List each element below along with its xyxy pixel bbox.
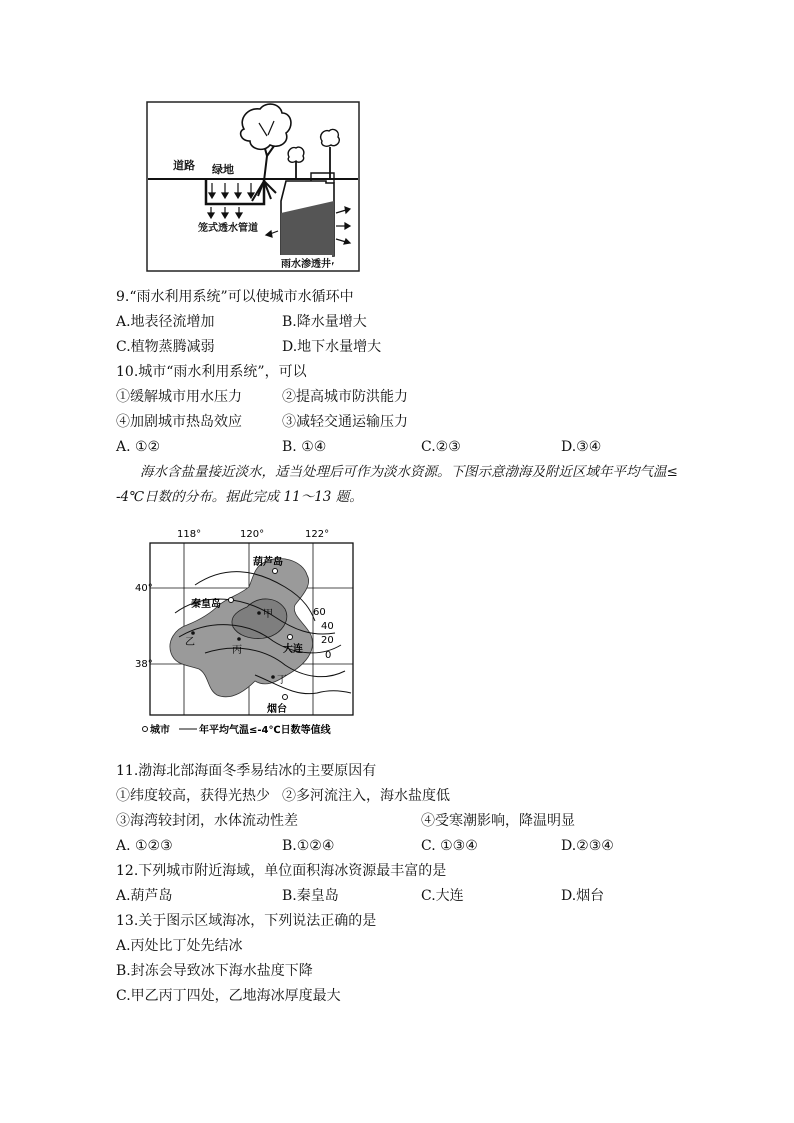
q13-option-a[interactable]: A.丙处比丁处先结冰: [116, 938, 243, 954]
q10-stem: 10.城市“雨水利用系统”，可以: [116, 364, 307, 380]
q11-statement-2: ②多河流注入，海水盐度低: [282, 788, 450, 804]
q12-option-c[interactable]: C.大连: [421, 888, 464, 904]
lat-40: 40°: [135, 583, 153, 594]
legend-city: 城市: [150, 725, 170, 736]
city-yantai-marker: [283, 695, 288, 700]
label-green: 绿地: [212, 163, 234, 176]
q9-option-d[interactable]: D.地下水量增大: [282, 339, 382, 355]
q10-option-c[interactable]: C.②③: [421, 439, 461, 455]
q9-option-b[interactable]: B.降水量增大: [282, 314, 367, 330]
lat-38: 38°: [135, 659, 153, 670]
q13-stem: 13.关于图示区域海冰，下列说法正确的是: [116, 913, 377, 929]
q12-stem: 12.下列城市附近海域，单位面积海冰资源最丰富的是: [116, 863, 447, 879]
city-qinhuangdao: 秦皇岛: [191, 599, 221, 610]
q10-statement-2: ②提高城市防洪能力: [282, 389, 408, 405]
legend-contour: 年平均气温≤-4℃日数等值线: [199, 725, 331, 736]
q10-statement-3: ④加剧城市热岛效应: [116, 414, 242, 430]
lon-118: 118°: [177, 529, 202, 540]
city-dalian-marker: [288, 635, 293, 640]
q11-statement-4: ④受寒潮影响，降温明显: [421, 813, 575, 829]
rainwater-system-figure: [146, 101, 360, 272]
label-road: 道路: [173, 159, 195, 172]
point-jia: 甲: [263, 609, 273, 620]
point-ding: 丁: [277, 675, 287, 686]
q13-option-c[interactable]: C.甲乙丙丁四处，乙地海冰厚度最大: [116, 988, 341, 1004]
label-pipe: 笼式透水管道: [198, 223, 258, 234]
q9-option-a[interactable]: A.地表径流增加: [116, 314, 215, 330]
q10-option-d[interactable]: D.③④: [561, 439, 602, 455]
contour-40: 40: [321, 621, 334, 632]
q10-statement-4: ③减轻交通运输压力: [282, 414, 408, 430]
label-well-text: 雨水渗透井: [280, 255, 332, 270]
city-qinhuangdao-marker: [229, 598, 234, 603]
point-bing: 丙: [232, 645, 242, 656]
city-huludao: 葫芦岛: [253, 557, 283, 568]
q11-statement-1: ①纬度较高，获得光热少: [116, 788, 270, 804]
contour-0: 0: [325, 650, 332, 661]
q12-option-a[interactable]: A.葫芦岛: [116, 888, 173, 904]
city-huludao-marker: [273, 569, 278, 574]
q10-option-a[interactable]: A. ①②: [116, 439, 161, 455]
q10-statement-1: ①缓解城市用水压力: [116, 389, 242, 405]
city-yantai: 烟台: [267, 704, 287, 715]
q13-option-b[interactable]: B.封冻会导致冰下海水盐度下降: [116, 963, 313, 979]
city-dalian: 大连: [283, 644, 303, 655]
q12-option-b[interactable]: B.秦皇岛: [282, 888, 339, 904]
bohai-map-figure: [135, 525, 375, 740]
q9-stem: 9.“雨水利用系统”可以使城市水循环中: [116, 289, 354, 305]
q11-statement-3: ③海湾较封闭，水体流动性差: [116, 813, 298, 829]
q9-option-c[interactable]: C.植物蒸腾减弱: [116, 339, 215, 355]
q12-option-d[interactable]: D.烟台: [561, 888, 605, 904]
contour-20: 20: [321, 635, 334, 646]
contour-60: 60: [313, 607, 326, 618]
intro-line-1: 海水含盐量接近淡水，适当处理后可作为淡水资源。下图示意渤海及附近区域年平均气温≤: [140, 464, 678, 480]
q11-option-d[interactable]: D.②③④: [561, 838, 614, 854]
intro-line-2: -4℃日数的分布。据此完成 11～13 题。: [116, 489, 363, 505]
q11-option-a[interactable]: A. ①②③: [116, 838, 173, 854]
lon-120: 120°: [240, 529, 265, 540]
q11-option-b[interactable]: B.①②④: [282, 838, 335, 854]
q10-option-b[interactable]: B. ①④: [282, 439, 327, 455]
lon-122: 122°: [305, 529, 330, 540]
q11-stem: 11.渤海北部海面冬季易结冰的主要原因有: [116, 763, 377, 779]
point-yi: 乙: [185, 637, 195, 648]
q11-option-c[interactable]: C. ①③④: [421, 838, 478, 854]
